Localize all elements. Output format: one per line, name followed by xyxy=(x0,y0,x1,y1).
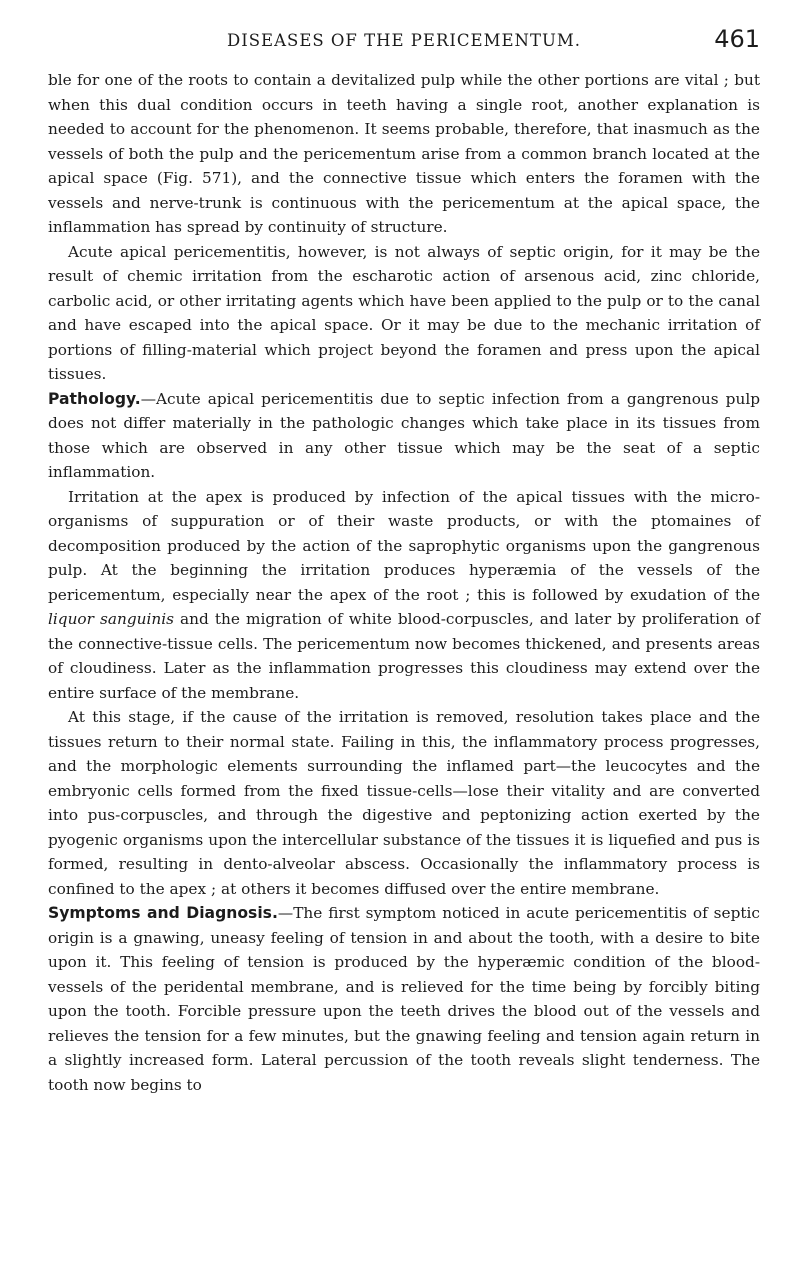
paragraph-text: and the migration of white blood-corpuscles, and later by proliferation of the connective-tissue cells. The pericementum now becomes thickened, and presents areas of cloudiness. Later as the inflammation progresses this cloudiness may extend over the entire surface of the membrane. xyxy=(48,610,761,702)
section-heading-pathology: Pathology. xyxy=(48,389,141,408)
paragraph-text: At this stage, if the cause of the irritation is removed, resolution takes place and the tissues return to their normal state. Failing in this, the inflammatory process progresses, and the morphologic elements surrounding the inflamed part—the leucocytes and the embryonic cells formed from the fixed tissue-cells—lose their vitality and are converted into pus-corpuscles, and through the digestive and peptonizing action exerted by the pyogenic organisms upon the intercellular substance of the tissues it is liquefied and pus is formed, resulting in dento-alveolar abscess. Occasionally the inflammatory process is confined to the apex ; at others it becomes diffused over the entire membrane. xyxy=(48,708,760,898)
paragraph-irritation xyxy=(48,485,760,706)
paragraph-text: —Acute apical pericementitis due to septic infection from a gangrenous pulp does not differ materially in the pathologic changes which take place in its tissues from those which are observed in any other tissue which may be the seat of a septic inflammation. xyxy=(48,389,760,481)
section-heading-symptoms: Symptoms and Diagnosis. xyxy=(48,904,278,922)
paragraph-text: ble for one of the roots to contain a devitalized pulp while the other portions are vital ; but when this dual condition occurs in teeth having a single root, another explanation is needed to account for the phenomenon. It seems probable, therefore, that inasmuch as the vessels of both the pulp and the pericementum arise from a common branch located at the apical space (Fig. 571), and the connective tissue which enters the foramen with the vessels and nerve-trunk is continuous with the pericementum at the apical space, the inflammation has spread by continuity of structure. xyxy=(48,71,760,236)
italic-term: liquor sanguinis xyxy=(48,610,174,628)
running-header xyxy=(48,25,760,54)
paragraph-resolution xyxy=(48,705,760,901)
paragraph-apical-pericementitis xyxy=(48,240,760,387)
paragraph-text: Acute apical pericementitis, however, is not always of septic origin, for it may be the result of chemic irritation from the escharotic action of arsenous acid, zinc chloride, carbolic acid, or other irritating agents which have been applied to the pulp or to the canal and have escaped into the apical space. Or it may be due to the mechanic irritation of portions of filling-material which project beyond the foramen and press upon the apical tissues. xyxy=(48,242,760,383)
page-number: 461 xyxy=(714,25,760,53)
section-pathology xyxy=(48,387,760,485)
paragraph-text: —The first symptom noticed in acute pericementitis of septic origin is a gnawing, uneasy feeling of tension in and about the tooth, with a desire to bite upon it. This feeling of tension is produced by the hyperæmic condition of the blood-vessels of the peridental membrane, and is relieved for the time being by forcibly biting upon the tooth. Forcible pressure upon the teeth drives the blood out of the vessels and relieves the tension for a few minutes, but the gnawing feeling and tension again return in a slightly increased form. Lateral percussion of the tooth reveals slight tenderness. The tooth now begins to xyxy=(48,904,760,1094)
section-symptoms-diagnosis xyxy=(48,901,760,1097)
body-text xyxy=(48,68,760,1097)
running-title: DISEASES OF THE PERICEMENTUM. xyxy=(227,31,581,50)
paragraph-continuation xyxy=(48,68,760,240)
paragraph-text: Irritation at the apex is produced by infection of the apical tissues with the micro-organisms of suppuration or of their waste products, or with the ptomaines of decomposition produced by the action of the saprophytic organisms upon the gangrenous pulp. At the beginning the irritation produces hyperæmia of the vessels of the pericementum, especially near the apex of the root ; this is followed by exudation of the xyxy=(48,487,760,604)
